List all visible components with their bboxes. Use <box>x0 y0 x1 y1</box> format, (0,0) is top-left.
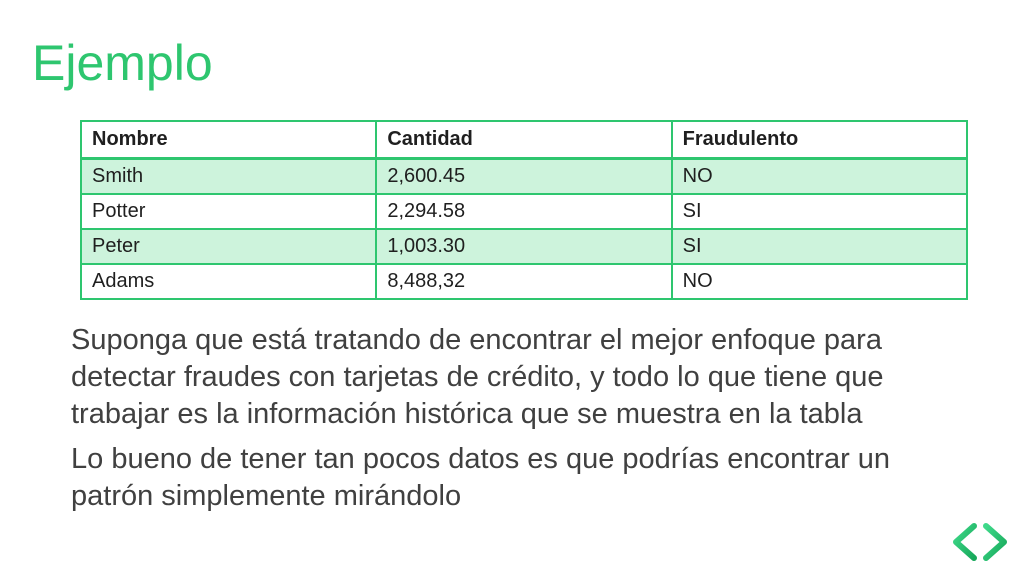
body-text <box>71 322 971 523</box>
table-cell: Smith <box>81 159 376 195</box>
column-header-fraudulento: Fraudulento <box>672 121 967 159</box>
table-cell: Peter <box>81 229 376 264</box>
table-cell: SI <box>672 194 967 229</box>
column-header-cantidad: Cantidad <box>376 121 671 159</box>
column-header-nombre: Nombre <box>81 121 376 159</box>
chevron-right-icon[interactable] <box>986 526 1004 558</box>
table-cell: Adams <box>81 264 376 299</box>
table-cell: 2,600.45 <box>376 159 671 195</box>
table-row <box>81 159 967 195</box>
table-row <box>81 229 967 264</box>
table-cell: Potter <box>81 194 376 229</box>
chevron-left-icon[interactable] <box>956 526 974 558</box>
table-cell: NO <box>672 159 967 195</box>
table-cell: 1,003.30 <box>376 229 671 264</box>
table-cell: SI <box>672 229 967 264</box>
slide-navigation <box>950 522 1010 562</box>
data-table <box>80 120 968 300</box>
body-paragraph: Suponga que está tratando de encontrar el mejor enfoque para detectar fraudes con tarjetas de crédito, y todo lo que tiene que trabajar es la información histórica que se muestra en la tabla <box>71 324 884 430</box>
body-paragraph: Lo bueno de tener tan pocos datos es que podrías encontrar un patrón simplemente mirándolo <box>71 443 891 512</box>
table-cell: 8,488,32 <box>376 264 671 299</box>
table-cell: 2,294.58 <box>376 194 671 229</box>
table-cell: NO <box>672 264 967 299</box>
table-header-row <box>81 121 967 159</box>
table-row <box>81 264 967 299</box>
slide-title: Ejemplo <box>32 35 213 91</box>
table-row <box>81 194 967 229</box>
